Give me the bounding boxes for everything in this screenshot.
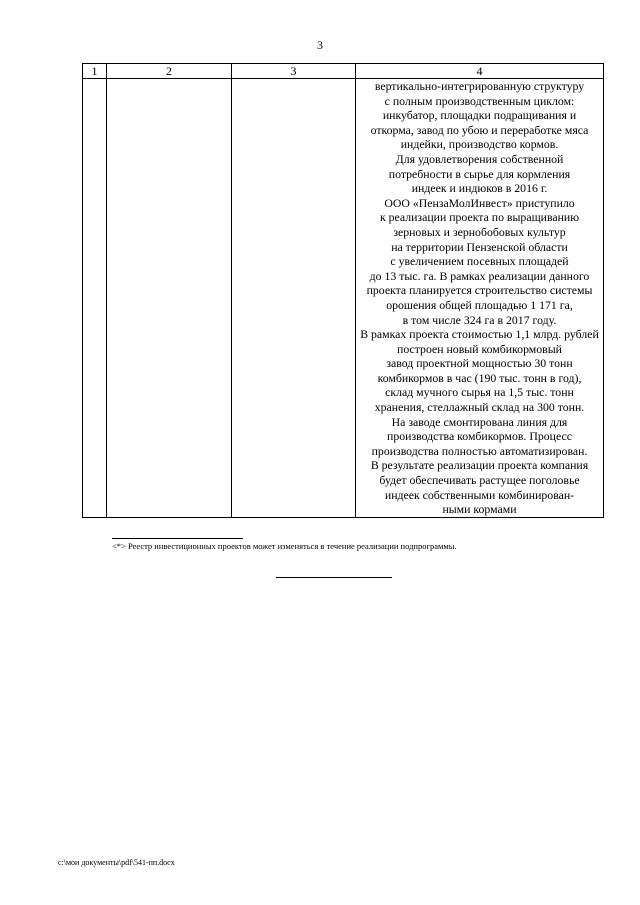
text-line: в том числе 324 га в 2017 году. — [402, 312, 557, 327]
text-line: вертикально-интегрированную структуру — [374, 79, 585, 93]
end-of-document-rule — [276, 577, 392, 578]
text-line: Для удовлетворения собственной — [395, 151, 564, 166]
cell-col-4-description — [356, 79, 604, 518]
column-header-1: 1 — [83, 64, 107, 79]
text-line: до 13 тыс. га. В рамках реализации данного — [369, 268, 590, 283]
cell-col-3 — [232, 79, 356, 518]
text-line: В результате реализации проекта компания — [370, 458, 589, 473]
text-line: орошения общей площадью 1 171 га, — [386, 297, 573, 312]
text-line: На заводе смонтирована линия для — [391, 414, 568, 429]
text-line: потребности в сырье для кормления — [388, 166, 571, 181]
text-line: индеек и индюков в 2016 г. — [411, 181, 548, 196]
text-line: производства полностью автоматизирован. — [371, 443, 588, 458]
text-line: комбикормов в час (190 тыс. тонн в год), — [377, 370, 582, 385]
text-line: склад мучного сырья на 1,5 тыс. тонн — [385, 385, 574, 400]
text-line: построен новый комбикормовый — [397, 341, 562, 356]
footnote-text: <*> Реестр инвестиционных проектов может изменяться в течение реализации подпрограммы. — [112, 541, 457, 551]
text-line: завод проектной мощностью 30 тонн — [386, 356, 573, 371]
text-line: инкубатор, площадки подращивания и — [382, 108, 577, 123]
footnote-separator — [112, 538, 243, 539]
text-line: с увеличением посевных площадей — [390, 254, 569, 269]
projects-table — [82, 63, 604, 518]
text-line: индейки, производство кормов. — [400, 137, 559, 152]
column-header-2: 2 — [107, 64, 232, 79]
text-line: проекта планируется строительство системы — [366, 283, 593, 298]
text-line: индеек собственными комбинирован- — [384, 487, 575, 502]
page-number: 3 — [317, 38, 323, 52]
text-line: хранения, стеллажный склад на 300 тонн. — [374, 400, 585, 415]
file-path-footer: c:\мои документы\pdf\541-пп.docx — [58, 858, 175, 867]
text-line: на территории Пензенской области — [391, 239, 568, 254]
text-line: зерновых и зернобобовых культур — [393, 224, 566, 239]
column-header-4: 4 — [356, 64, 604, 79]
text-line: В рамках проекта стоимостью 1,1 млрд. рублей — [360, 327, 599, 342]
cell-col-1 — [83, 79, 107, 518]
text-line: ООО «ПензаМолИнвест» приступило — [384, 195, 575, 210]
text-line: откорма, завод по убою и переработке мяса — [370, 122, 589, 137]
text-line: с полным производственным циклом: — [384, 93, 575, 108]
cell-col-2 — [107, 79, 232, 518]
column-header-3: 3 — [232, 64, 356, 79]
text-line: будет обеспечивать растущее поголовье — [379, 473, 580, 488]
table-row — [83, 79, 604, 518]
text-line: производства комбикормов. Процесс — [387, 429, 572, 444]
table-header-row — [83, 64, 604, 79]
text-line: к реализации проекта по выращиванию — [379, 210, 580, 225]
text-line: ными кормами — [442, 502, 517, 517]
